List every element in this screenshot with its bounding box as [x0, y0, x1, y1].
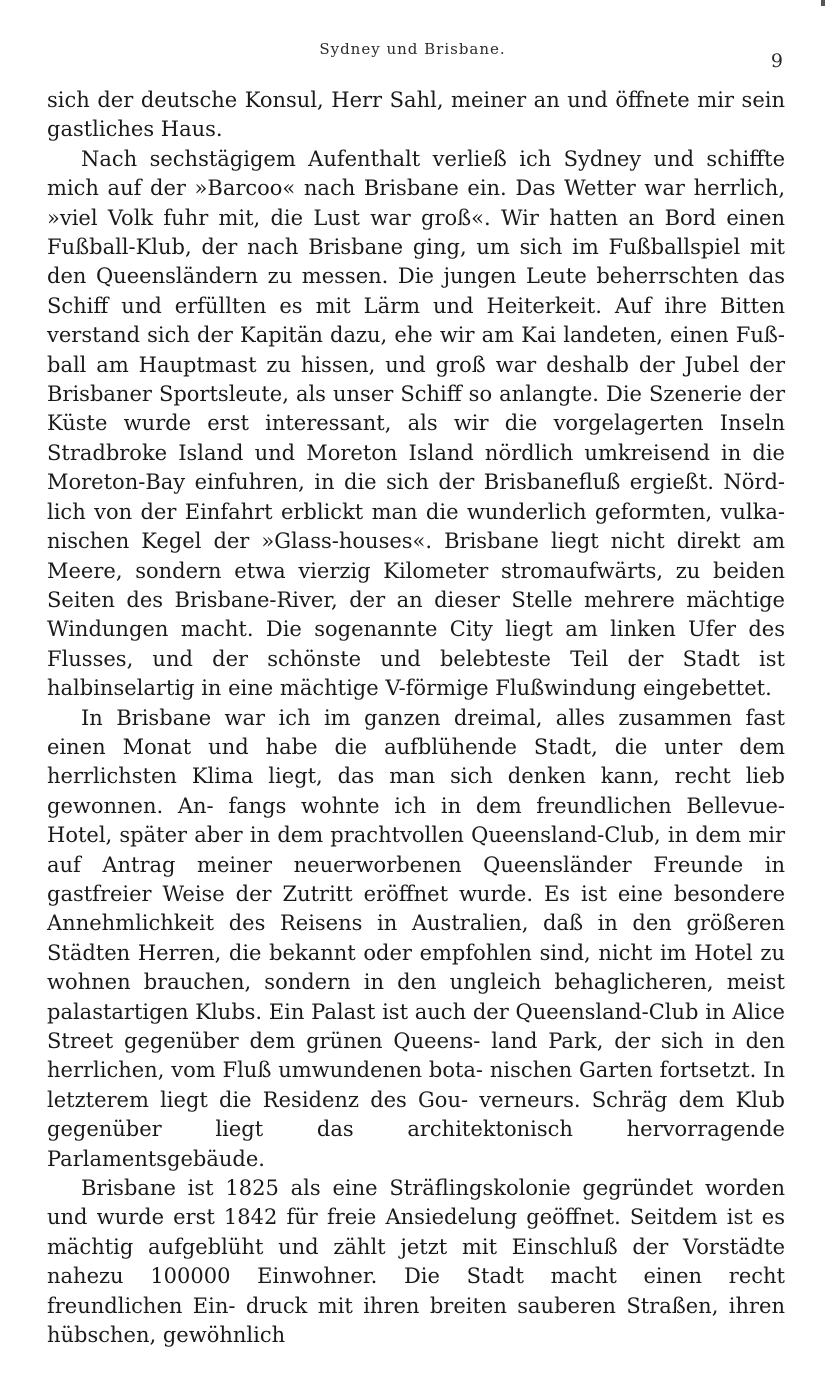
- body-text: [47, 86, 785, 1350]
- text-line: mächtig aufgeblüht und zählt jetzt mit Einschluß der Vorstädte nahezu: [47, 1234, 785, 1289]
- text-line: Stradbroke Island und Moreton Island nördlich umkreisend in die: [47, 440, 785, 465]
- text-line: Nach sechstägigem Aufenthalt verließ ich Sydney und schiffte: [81, 146, 785, 171]
- text-line: empfohlen sind, nicht im Hotel zu wohnen brauchen, sondern in den: [47, 940, 785, 995]
- text-line: land Park, der sich in den herrlichen, vom Fluß umwundenen bota-: [47, 1029, 785, 1083]
- text-line: Monat und habe die aufblühende Stadt, die unter dem herrlichsten: [47, 734, 785, 789]
- text-line: in Australien, daß in den größeren Städten Herren, die bekannt oder: [47, 911, 785, 965]
- text-line: verstand sich der Kapitän dazu, ehe wir am Kai landeten, einen Fuß-: [47, 323, 785, 348]
- text-line: neuerworbenen Queensländer Freunde in gastfreier Weise der Zutritt: [47, 852, 785, 906]
- text-line: mächtige V-förmige Flußwindung eingebettet.: [279, 676, 772, 701]
- text-line: ungleich behaglicheren, meist palastartigen Klubs. Ein Palast ist auch: [47, 970, 785, 1024]
- text-line: Fußball-Klub, der nach Brisbane ging, um sich im Fußballspiel mit: [47, 235, 785, 260]
- text-line: verneurs. Schräg dem Klub gegenüber liegt das architektonisch: [47, 1087, 785, 1142]
- text-line: sich der deutsche Konsul, Herr Sahl, meiner an und öffnete mir sein: [47, 88, 785, 112]
- text-line: in dem prachtvollen Queensland-Club, in dem mir auf Antrag meiner: [47, 823, 786, 877]
- text-line: »viel Volk fuhr mit, die Lust war groß«. Wir hatten an Bord einen: [47, 205, 785, 230]
- text-line: und wurde erst 1842 für freie Ansiedelung geöffnet. Seitdem ist es: [47, 1205, 785, 1230]
- text-line: eröffnet wurde. Es ist eine besondere Annehmlichkeit des Reisens: [47, 881, 785, 936]
- text-line: Brisbane ist 1825 als eine Sträflingskolonie gegründet worden: [81, 1176, 785, 1201]
- text-line: der Küste wurde erst interessant, als wir die vorgelagerten Inseln: [47, 382, 785, 436]
- text-line: ball am Hauptmast zu hissen, und groß war deshalb der Jubel der: [47, 352, 785, 377]
- text-line: druck mit ihren breiten sauberen Straßen, ihren hübschen, gewöhnlich: [47, 1293, 785, 1348]
- text-line: Schiff und erfüllten es mit Lärm und Heiterkeit. Auf ihre Bitten: [47, 293, 785, 318]
- paragraph: [47, 145, 785, 704]
- text-line: 100000 Einwohner. Die Stadt macht einen recht freundlichen Ein-: [47, 1264, 785, 1318]
- scan-corner-mark: [821, 0, 825, 6]
- text-line: fangs wohnte ich in dem freundlichen Bellevue-Hotel, später aber: [47, 793, 786, 848]
- running-head: Sydney und Brisbane.: [319, 40, 506, 58]
- paragraph: [47, 1174, 785, 1350]
- text-line: mich auf der »Barcoo« nach Brisbane ein. Das Wetter war herrlich,: [47, 176, 785, 201]
- text-line: In Brisbane war ich im ganzen dreimal, alles zusammen fast einen: [47, 705, 785, 759]
- text-line: gastliches Haus.: [47, 117, 223, 142]
- text-line: Meere, sondern etwa vierzig Kilometer stromaufwärts, zu beiden Seiten: [47, 558, 785, 612]
- text-line: des Brisbane-River, der an dieser Stelle mehrere mächtige Windungen: [47, 587, 785, 642]
- paragraph: [47, 704, 785, 1175]
- text-line: der Queensland-Club in Alice Street gegenüber dem grünen Queens-: [47, 999, 785, 1053]
- page-number: 9: [770, 50, 783, 72]
- text-line: den Queensländern zu messen. Die jungen Leute beherrschten das: [47, 264, 785, 289]
- text-line: hervorragende Parlamentsgebäude.: [47, 1117, 785, 1171]
- text-line: nischen Kegel der »Glass-houses«. Brisbane liegt nicht direkt am: [47, 529, 785, 554]
- text-line: nischen Garten fortsetzt. In letzterem liegt die Residenz des Gou-: [47, 1058, 785, 1112]
- text-line: Brisbaner Sportsleute, als unser Schiff so anlangte. Die Szenerie: [47, 382, 743, 407]
- text-line: Klima liegt, das man sich denken kann, recht lieb gewonnen. An-: [47, 764, 785, 818]
- text-line: der schönste und belebteste Teil der Stadt ist halbinselartig in eine: [47, 646, 785, 701]
- text-line: macht. Die sogenannte City liegt am linken Ufer des Flusses, und: [47, 617, 785, 671]
- text-line: lich von der Einfahrt erblickt man die wunderlich geformten, vulka-: [47, 499, 785, 524]
- text-line: Moreton-Bay einfuhren, in die sich der Brisbanefluß ergießt. Nörd-: [47, 470, 785, 495]
- paragraph: [47, 86, 785, 145]
